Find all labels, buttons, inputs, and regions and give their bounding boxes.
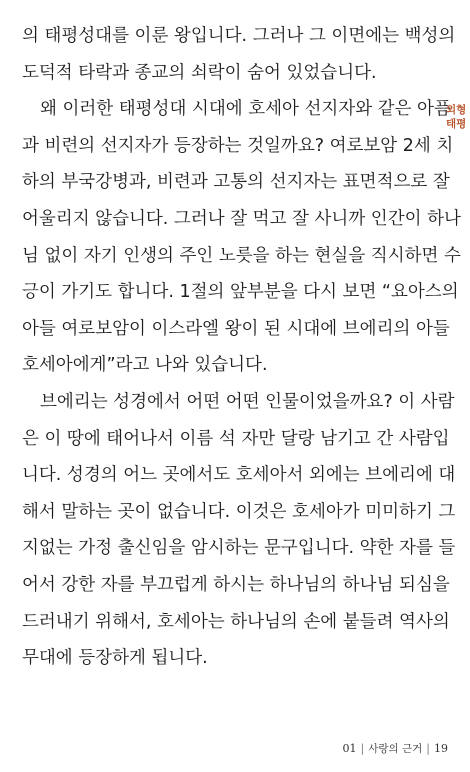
margin-note-line: 태평 <box>446 118 467 130</box>
text-line: 브에리는 성경에서 어떤 어떤 인물이었을까요? 이 사람 <box>40 391 455 412</box>
text-line: 은 이 땅에 태어나서 이름 석 자만 달랑 남기고 간 사람입 <box>22 428 450 449</box>
text-line: 니다. 성경의 어느 곳에서도 호세아서 외에는 브에리에 대 <box>22 465 456 486</box>
text-line: 드러내기 위해서, 호세아는 하나님의 손에 붙들려 역사의 <box>22 611 450 632</box>
margin-note <box>446 103 470 131</box>
page-number: 19 <box>434 742 448 755</box>
text-line: 어서 강한 자를 부끄럽게 하시는 하나님의 하나님 되심을 <box>22 574 450 595</box>
text-line: 긍이 가기도 합니다. 1절의 앞부분을 다시 보면 “요아스의 <box>22 282 459 303</box>
chapter-title: 사랑의 근거 <box>368 743 423 755</box>
chapter-number: 01 <box>342 742 357 755</box>
text-line: 님 없이 자기 인생의 주인 노릇을 하는 현실을 직시하면 수 <box>22 245 461 266</box>
text-line: 어울리지 않습니다. 그러나 잘 먹고 잘 사니까 인간이 하나 <box>22 208 461 229</box>
text-line: 무대에 등장하게 됩니다. <box>22 648 208 669</box>
text-line: 왜 이러한 태평성대 시대에 호세아 선지자와 같은 아픔 <box>40 99 451 120</box>
text-line: 지없는 가정 출신임을 암시하는 문구입니다. 약한 자를 들 <box>22 538 456 559</box>
text-line: 하의 부국강병과, 비련과 고통의 선지자는 표면적으로 잘 <box>22 172 450 193</box>
text-line: 해서 말하는 곳이 없습니다. 이것은 호세아가 미미하기 그 <box>22 501 456 522</box>
text-line: 호세아에게”라고 나와 있습니다. <box>22 355 268 376</box>
page-footer <box>343 741 449 756</box>
text-line: 아들 여로보암이 이스라엘 왕이 된 시대에 브에리의 아들 <box>22 318 450 339</box>
text-line: 의 태평성대를 이룬 왕입니다. 그러나 그 이면에는 백성의 <box>22 26 456 46</box>
text-line: 과 비련의 선지자가 등장하는 것일까요? 여로보암 2세 치 <box>22 135 454 156</box>
text-line: 도덕적 타락과 종교의 쇠락이 숨어 있었습니다. <box>22 62 377 83</box>
footer-separator: | <box>426 742 430 755</box>
margin-note-line: 외형 <box>446 104 467 116</box>
footer-separator: | <box>360 742 365 755</box>
